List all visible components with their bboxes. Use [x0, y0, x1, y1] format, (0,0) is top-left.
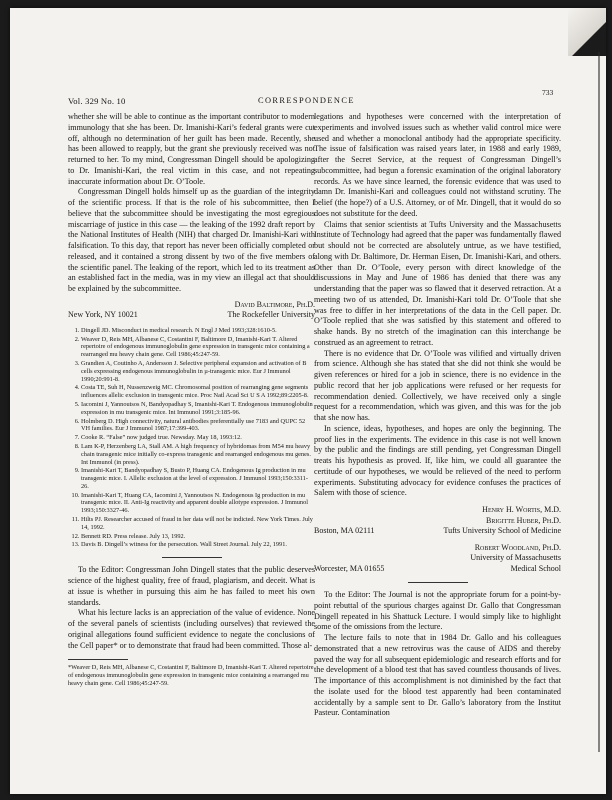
right-paragraph-4: In science, ideas, hypotheses, and hopes are only the beginning. The proof lies in the experiments. The evidence in this case is not well known by the public and the findings are still pending, yet Congressman Dingell treats his hypothesis as proved. If, like him, we could all guarantee the certitude of our hypotheses, we would be relieved of the need to perform experiments. Substituting advocacy for evidence confuses the practices of Salem with those of science. [314, 423, 561, 498]
reference-item: 11. Hilts PJ. Researcher accused of fraud in her data will not be indicted. New York Times. July 14, 1992. [81, 516, 315, 532]
signature-name: Henry H. Wortis, M.D. [482, 505, 561, 514]
signature-city: New York, NY 10021 [68, 310, 138, 320]
reference-item: 10. Imanishi-Kari T, Huang CA, Iacomini J, Yannoutsos N. Endogenous Ig production in mu transgenic mice. II. Anti-Ig reactivity and apparent double allotype expression. J Immunol 1993;150:3327-46. [81, 492, 315, 515]
reference-item: 7. Cooke R. “False” now judged true. Newsday. May 18, 1993:12. [81, 434, 315, 442]
right-paragraph-6: The lecture fails to note that in 1984 Dr. Gallo and his colleagues demonstrated that a new retrovirus was the cause of AIDS and thereby paved the way for all subsequent epidemiologic and research efforts and for the development of a blood test that has saved countless thousands of lives. The importance of this accomplishment is not diminished by the fact that the isolate used for the blood test apparently had been contaminated accidentally by a sample sent to Dr. Gallo’s laboratory from the Institut Pasteur. Contamination [314, 633, 561, 718]
page-number: 733 [542, 88, 554, 97]
section-divider [408, 582, 468, 583]
reference-item: 5. Iacomini J, Yannoutsos N, Bandyopadhay S, Imanishi-Kari T. Endogenous immunoglobulin expression in mu transgenic mice. Int Immunol 1991;3:185-96. [81, 401, 315, 417]
page-fold-corner [568, 8, 606, 56]
left-paragraph-2: Congressman Dingell holds himself up as the guardian of the integrity of the scientific process. If that is the role of his subcommittee, then I believe that the subcommittee should be investigating the most egregious miscarriage of justice in this case — the leaking of the 1992 draft report by the National Institutes of Health (NIH) that charged Dr. Imanishi-Kari with falsification. To this day, that report has never been officially completed or released, and it contained a strong dissent by two of the five members of the scientific panel. The leaking of the report, which led to its treatment as an established fact in the media, was in my view an illegal act that should be explained by the subcommittee. [68, 187, 315, 293]
reference-item: 13. Davis B. Dingell’s witness for the persecution. Wall Street Journal. July 22, 1991. [81, 541, 315, 549]
reference-item: 3. Grandien A, Coutinho A, Andersson J. Selective peripheral expansion and activation of B cells expressing endogenous immunoglobulin in µ-transgenic mice. Eur J Immunol 1990;20:991-8. [81, 360, 315, 383]
right-paragraph-5: To the Editor: The Journal is not the appropriate forum for a point-by-point rebuttal of the spurious charges against Dr. Gallo that Congressman Dingell repeated in his Shattuck Lecture. I would simply like to highlight some of the omissions from the lecture. [314, 590, 561, 632]
reference-item: 1. Dingell JD. Misconduct in medical research. N Engl J Med 1993;328:1610-5. [81, 327, 315, 335]
reference-item: 2. Weaver D, Reis MH, Albanese C, Costantini F, Baltimore D, Imanishi-Kari T. Altered repertoire of endogenous immunoglobulin gene expression in transgenic mice containing a rearranged mu heavy chain gene. Cell 1986;45:247-59. [81, 336, 315, 359]
left-paragraph-1: whether she will be able to continue as the important contributor to modern immunology that she has been. Dr. Imanishi-Kari’s federal grants were cut off, although no determination of her guilt has been made. Recently, she has been allowed to reapply, but the grant she previously received was not returned to her. To my mind, Congressman Dingell should be apologizing to Dr. Imanishi-Kari, the real victim in this case, and not repeating inaccurate information about Dr. O’Toole. [68, 112, 315, 186]
reference-item: 12. Bennett RD. Press release. July 13, 1992. [81, 533, 315, 541]
signature-city: Worcester, MA 01655 [314, 563, 385, 573]
reference-item: 9. Imanishi-Kari T, Bandyopadhay S, Busto P, Huang CA. Endogenous Ig production in mu transgenic mice. I. Allelic exclusion at the level of expression. J Immunol 1993;150:3311-26. [81, 467, 315, 490]
right-paragraph-3: There is no evidence that Dr. O’Toole was vilified and virtually driven from science. Although she has stated that she did not think she would be given references or hired for a job in science, there is no evidence in the public record that her job applications were refused or her requests for recommendation denied. Collectively, we have received only a single request for a recommendation, which was given, and this was for the job that she now has. [314, 348, 561, 422]
signature-institution: Tufts University School of Medicine [443, 526, 561, 535]
right-paragraph-1: legations and hypotheses were concerned with the interpretation of experiments and involved issues such as whether valid control mice were used and whether a monoclonal antibody had the appropriate specificity. The issue of falsification was raised years later, in 1988 and early 1989, after the Secret Service, at the request of Congressman Dingell’s subcommittee, had begun a forensic examination of the original laboratory records. As we have since learned, the forensic evidence that was used to damn Dr. Imanishi-Kari and colleagues could not withstand scrutiny. The belief (the hope?) of a U.S. Attorney, or of Mr. Dingell, that it would do so does not substitute for the deed. [314, 112, 561, 218]
signature-name: Robert Woodland, Ph.D. [474, 542, 561, 552]
left-paragraph-3: To the Editor: Congressman John Dingell states that the public deserves science of the highest quality, free of fraud, plagiarism, and deceit. What is at issue is whether in pursuing this aim he has failed to meet his own standards. [68, 565, 315, 607]
reference-item: 6. Holmberg D. High connectivity, natural antibodies preferentially use 7183 and QUPC 52 VH families. Eur J Immunol 1987;17:399-403. [81, 418, 315, 434]
signature-institution: The Rockefeller University [227, 310, 315, 320]
signature-institution: University of Massachusetts [470, 553, 561, 562]
signature-name: Brigitte Huber, Ph.D. [485, 515, 561, 525]
section-divider [162, 557, 222, 558]
left-paragraph-4: What his lecture lacks is an appreciation of the value of evidence. None of the several panels of scientists (including ourselves) that reviewed the original allegations found sufficient evidence to negate the conclusions of the Cell paper* or to demonstrate that fraud had been committed. Those al- [68, 608, 315, 650]
reference-item: 8. Lam K-P, Herzenberg LA, Stall AM. A high frequency of hybridomas from M54 mu heavy chain transgenic mice initially co-express transgenic and rearranged endogenous mu genes. Int Immunol (in press). [81, 443, 315, 466]
signature-baltimore [68, 300, 315, 321]
signature-institution: Medical School [510, 563, 561, 573]
footnote-divider [68, 659, 128, 660]
volume-header: Vol. 329 No. 10 [68, 96, 126, 106]
signature-tufts-umass [314, 505, 561, 574]
right-paragraph-2: Claims that senior scientists at Tufts University and the Massachusetts Institute of Technology had agreed that the paper was fundamentally flawed but should not be corrected are absolutely untrue, as we have testified, along with Dr. Baltimore, Dr. Herman Eisen, Dr. Imanishi-Kari, and others. Other than Dr. O’Toole, every person with direct knowledge of the discussions in May and June of 1986 has denied that there was any understanding that the paper was so flawed that it deserved retraction. At a meeting two of us attended, Dr. Imanishi-Kari told Dr. O’Toole that she was free to differ in her interpretations of the data in the Cell paper. Dr. O’Toole replied that she was satisfied by this statement and offered to shake hands. By no stretch of the imagination can this interchange be construed as an agreement to retract. [314, 219, 562, 347]
section-header: CORRESPONDENCE [258, 96, 355, 105]
reference-list [68, 327, 315, 550]
signature-city: Boston, MA 02111 [314, 526, 375, 535]
page-edge-shadow [598, 52, 600, 752]
journal-page [10, 8, 606, 794]
left-column [68, 112, 315, 688]
signature-name: David Baltimore, Ph.D. [234, 299, 315, 309]
reference-item: 4. Costa TE, Suh H, Nussenzweig MC. Chromosomal position of rearranging gene segments influences allelic exclusion in transgenic mice. Proc Natl Acad Sci U S A 1992;89:2205-8. [81, 384, 315, 400]
right-column [314, 112, 561, 719]
footnote: *Weaver D, Reis MH, Albanese C, Costantini F, Baltimore D, Imanishi-Kari T. Altered repertoire of endogenous immunoglobulin gene expression in transgenic mice containing a rearranged mu heavy chain gene. Cell 1986;45:247-59. [68, 664, 314, 687]
